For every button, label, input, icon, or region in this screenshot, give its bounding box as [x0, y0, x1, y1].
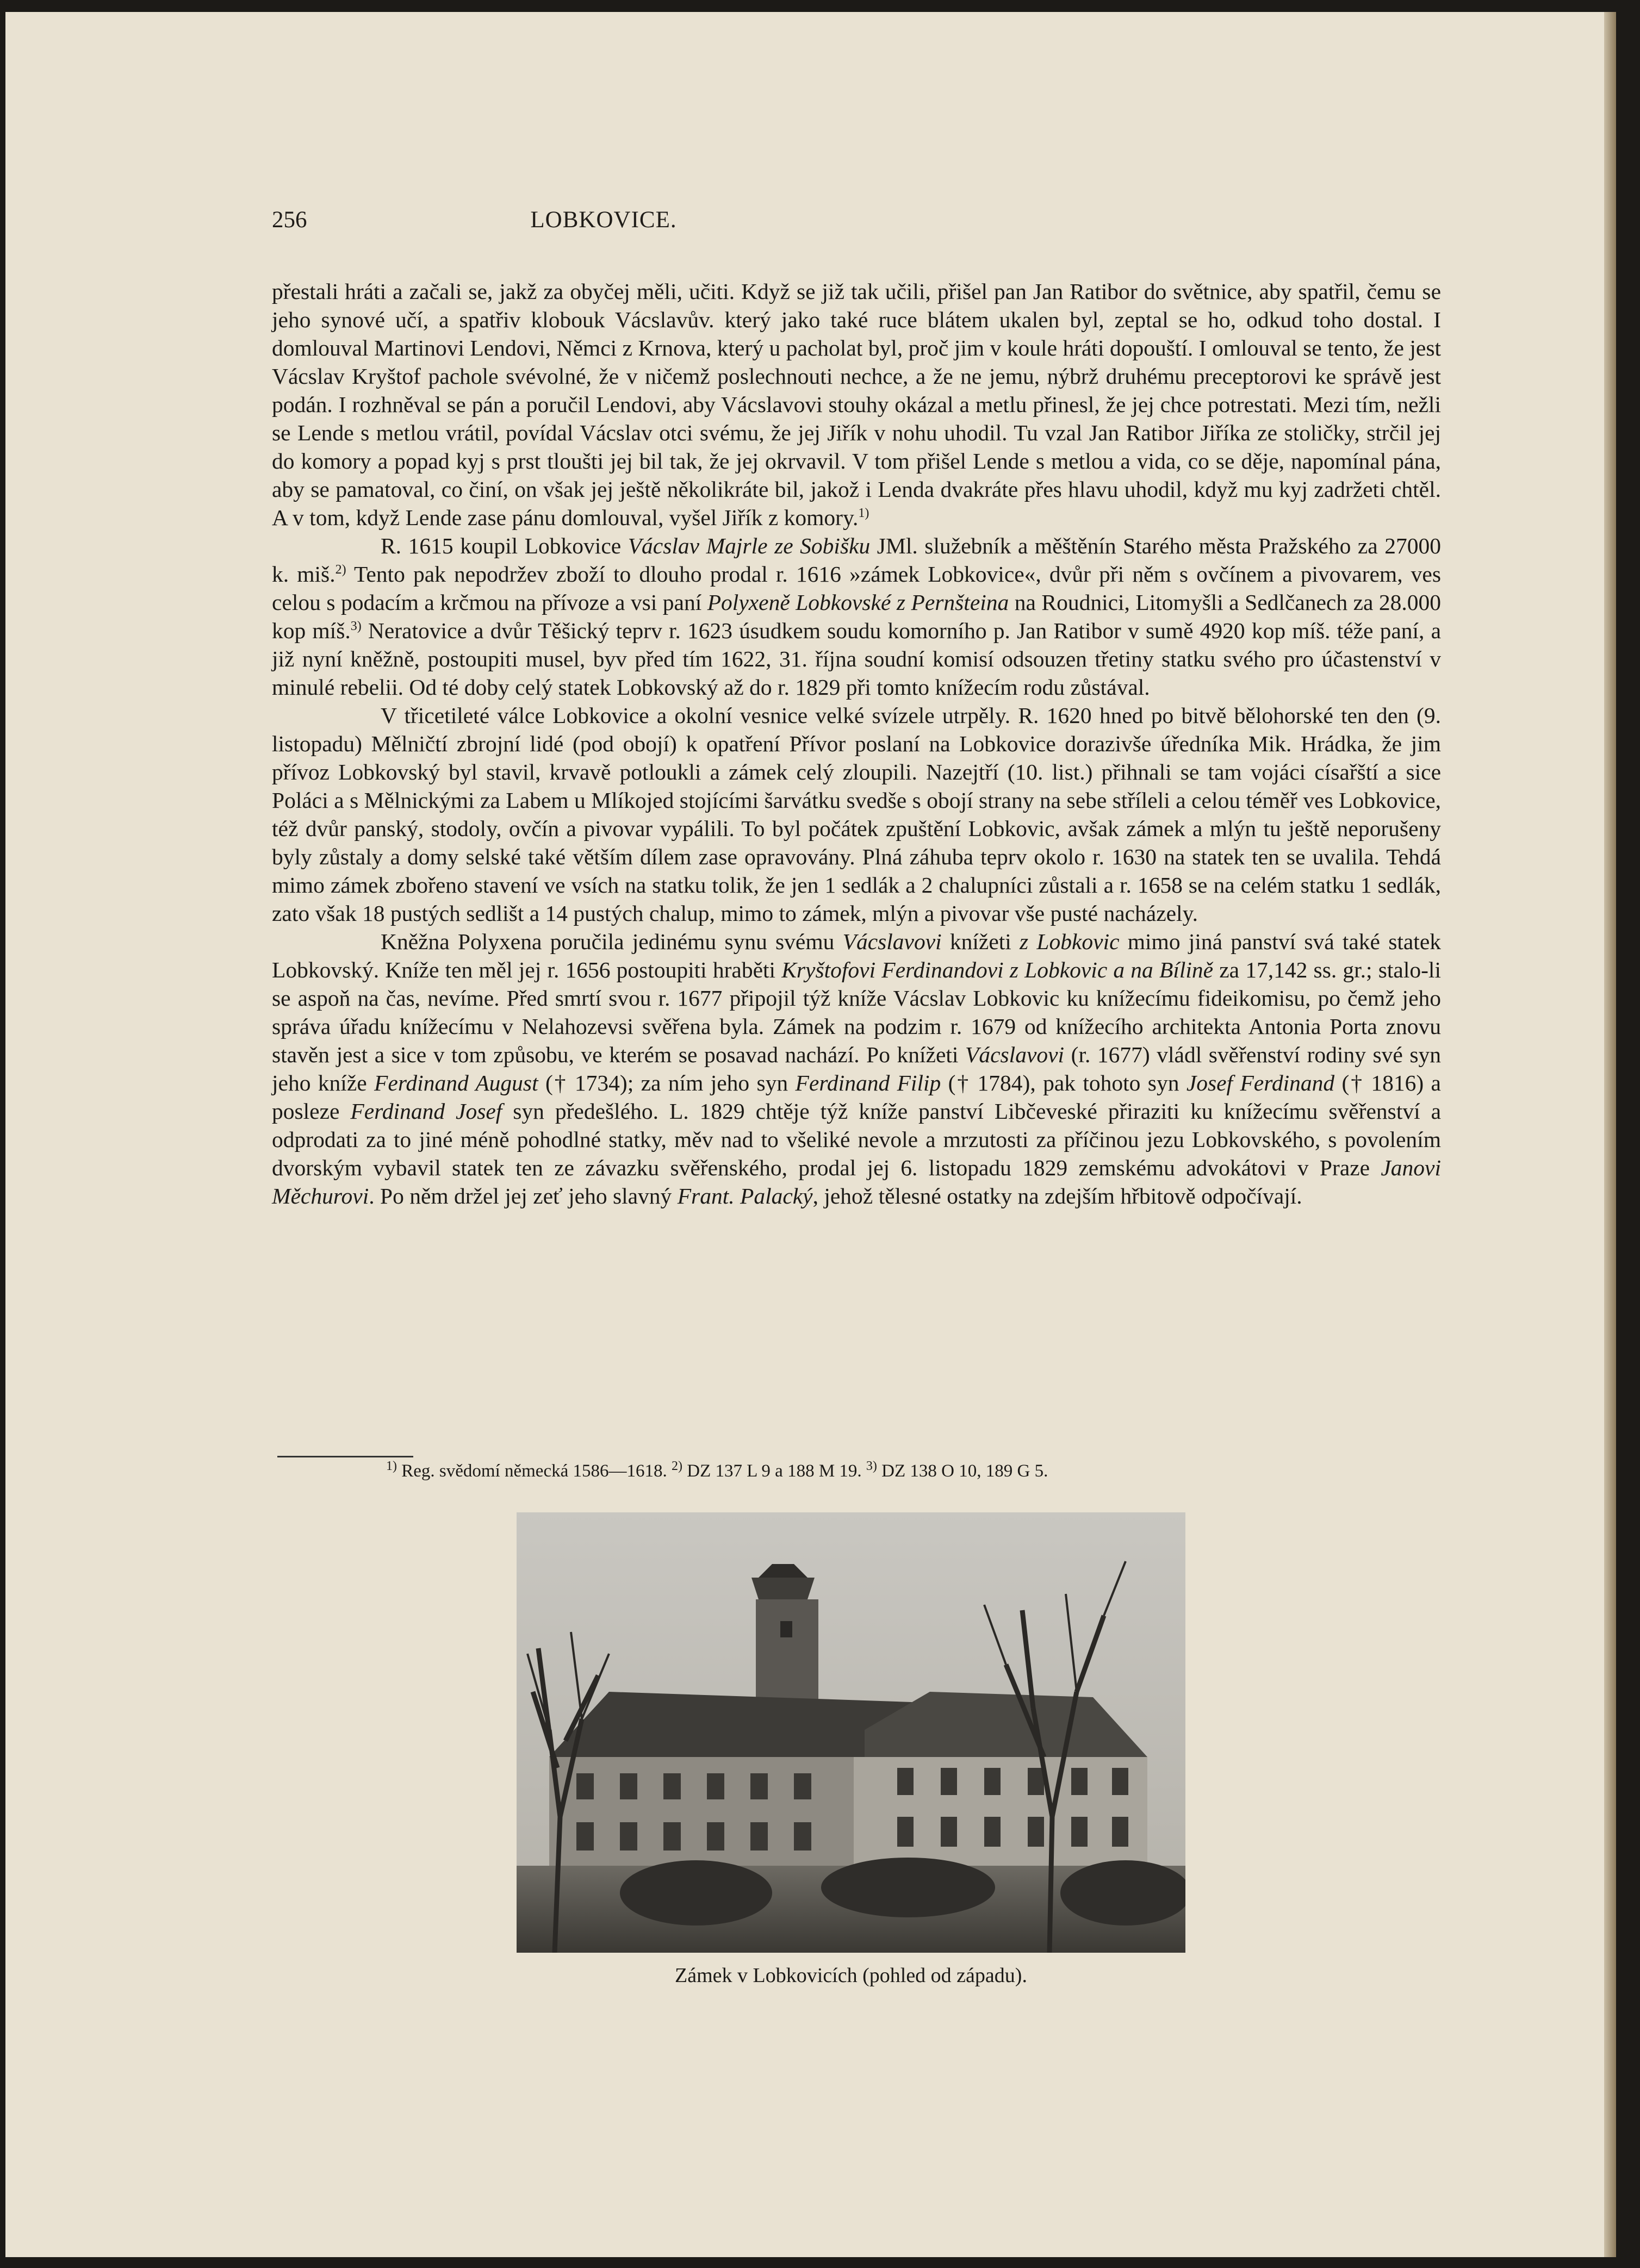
running-header: [272, 207, 935, 237]
footnotes: [386, 1459, 1441, 1483]
paragraph-2-text: Tento pak nepodržev zboží to dlouho prodal r. 1616 »zámek Lobkovice«, dvůr při něm s ovčínem a pivovarem, ves celou s podacím a krčmou na přívoze a vsi paní: [272, 562, 1442, 615]
footnote-1: Reg. svědomí německá 1586—1618.: [397, 1461, 672, 1481]
running-title: LOBKOVICE.: [530, 207, 677, 233]
paragraph-2-text: Neratovice a dvůr Těšický teprv r. 1623 úsudkem soudu komorního p. Jan Ratibor v sumě 4920 kop míš. téže paní, a již nyní kněžně, postoupiti musel, byv před tím 1622, 31. října soudní komisí odsouzen třetiny statku svého pro účastenství v minulé rebelii. Od té doby celý statek Lobkovský až do r. 1829 při tomto knížecím rodu zůstával.: [272, 618, 1441, 700]
person-name: Janovi Měchurovi: [272, 1155, 1441, 1208]
paragraph-2-text: na Roudnici, Litomyšli a Sedlčanech za 28.000 kop míš.: [272, 590, 1441, 643]
tower-window: [780, 1621, 792, 1637]
footnote-ref: 3): [350, 619, 362, 634]
castle-photograph: [517, 1512, 1185, 1953]
main-text: [272, 277, 1441, 1210]
person-name: Vácslavovi: [842, 929, 942, 954]
page-number: 256: [272, 207, 307, 233]
footnote-3: DZ 138 O 10, 189 G 5.: [877, 1461, 1048, 1481]
page-edge-shadow: [1604, 12, 1616, 2257]
paragraph-4-text: . Po něm držel jej zeť jeho slavný: [369, 1183, 678, 1208]
person-name: Frant. Palacký: [677, 1183, 813, 1208]
paragraph-2-text: R. 1615 koupil Lobkovice: [381, 533, 628, 558]
person-name: Ferdinand Josef: [350, 1099, 502, 1124]
person-name: Ferdinand August: [374, 1070, 538, 1095]
footnote-ref: 1): [858, 506, 869, 521]
paragraph-1: [272, 277, 1441, 532]
paragraph-4-text: knížeti: [941, 929, 1020, 954]
person-name: Vácslavovi: [965, 1042, 1065, 1067]
paragraph-1-text: přestali hráti a začali se, jakž za obyčej měli, učiti. Když se již tak učili, přišel pan Jan Ratibor do světnice, aby spatřil, čemu se jeho synové učí, a spatřiv klobouk Vácslavův. který jako také ruce blátem ukalen byl, zeptal se ho, odkud toho dostal. I domlouval Martinovi Lendovi, Němci z Krnova, který u pacholat byl, proč jim v koule hráti dopouští. I omlouval se tento, že jest Vácslav Kryštof pachole svévolné, že v ničemž poslechnouti nechce, a že ne jemu, nýbrž druhému preceptorovi ke správě jest podán. I rozhněval se pán a poručil Lendovi, aby Vácslavovi stouhy okázal a metlu přinesl, že jej chce potrestati. Mezi tím, nežli se Lende s metlou vrátil, povídal Vácslav otci svému, že jej Jiřík v nohu uhodil. Tu vzal Jan Ratibor Jiříka ze stoličky, strčil jej do komory a popad kyj s prst tloušti jej bil tak, že jej okrvavil. V tom přišel Lende s metlou a vida, co se děje, napomínal pána, aby se pamatoval, co činí, on však jej ještě několikráte bil, jakož i Lenda dvakráte přes hlavu uhodil, když mu kyj zadržeti chtěl. A v tom, když Lende zase pánu domlouval, vyšel Jiřík z komory.: [272, 279, 1441, 530]
person-name: Josef Ferdinand: [1186, 1070, 1335, 1095]
footnote-2: DZ 137 L 9 a 188 M 19.: [682, 1461, 866, 1481]
paragraph-4-text: († 1784), pak tohoto syn: [941, 1070, 1186, 1095]
person-name: Kryštofovi Ferdinandovi z Lobkovic a na Bílině: [781, 957, 1214, 982]
paragraph-2: [272, 532, 1441, 701]
footnote-ref: 2): [335, 563, 346, 577]
paragraph-4: [272, 927, 1441, 1210]
person-name: z Lobkovic: [1020, 929, 1120, 954]
paragraph-4-text: za 17,142 ss. gr.; stalo-li se aspoň na čas, nevíme. Před smrtí svou r. 1677 připojil týž kníže Vácslav Lobkovic ku knížecímu fideikomisu, po čemž jeho správa úřadu knížecímu v Nelahozevsi svěřena byla. Zámek na podzim r. 1679 od knížecího architekta Antonia Porta znovu stavěn jest a sice v tom způsobu, ve kterém se posavad nachází. Po knížeti: [272, 957, 1441, 1067]
paragraph-4-text: syn předešlého. L. 1829 chtěje týž kníže panství Libčeveské přiraziti ku knížecímu svěřenství a odprodati za to jiné méně pohodlné statky, měv nad to všeliké nevole a mrzutosti za příčinou jezu Lobkovského, s povolením dvorským vybavil statek ten ze závazku svěřenského, prodal jej 6. listopadu 1829 zemskému advokátovi v Praze: [272, 1099, 1442, 1180]
person-name: Polyxeně Lobkovské z Pernšteina: [707, 590, 1009, 615]
footnote-number: 1): [386, 1459, 397, 1473]
tower-roof: [751, 1578, 815, 1599]
footnote-number: 2): [672, 1459, 682, 1473]
paragraph-3: V třicetileté válce Lobkovice a okolní vesnice velké svízele utrpěly. R. 1620 hned po bitvě bělohorské ten den (9. listopadu) Mělničtí zbrojní lidé (pod obojí) k opatření Přívor poslaní na Lobkovice dorazivše úředníka Mik. Hrádka, že jim přívoz Lobkovský byl stavil, krvavě potloukli a zámek celý zloupili. Nazejtří (10. list.) přihnali se tam vojáci císařští a sice Poláci a s Mělnickými za Labem u Mlíkojed stojícími šarvátku svedše s obojí strany na sebe stříleli a celou téměř ves Lobkovice, též dvůr panský, stodoly, ovčín a pivovar vypálili. To byl počátek zpuštění Lobkovic, avšak zámek a mlýn tu ještě neporušeny byly zůstaly a domy selské také větším dílem zase opravovány. Plná záhuba teprv okolo r. 1630 na statek ten se uvalila. Tehdá mimo zámek zbořeno stavení ve vsích na statku tolik, že jen 1 sedlák a 2 chalupníci zůstali a r. 1658 se na celém statku 1 sedlák, zato však 18 pustých sedlišt a 14 pustých chalup, mimo to zámek, mlýn a pivovar vše pusté nacházely.: [272, 703, 1441, 926]
paragraph-4-text: (r. 1677) vládl svěřenství rodiny své syn jeho kníže: [272, 1042, 1441, 1095]
person-name: Vácslav Majrle ze Sobišku: [628, 533, 871, 558]
paragraph-4-text: († 1816) a posleze: [272, 1070, 1441, 1124]
paragraph-4-text: mimo jiná panství svá také statek Lobkovský. Kníže ten měl jej r. 1656 postoupiti hraběti: [272, 929, 1441, 982]
footnote-number: 3): [866, 1459, 877, 1473]
paragraph-4-text: Kněžna Polyxena poručila jedinému synu svému: [381, 929, 843, 954]
paragraph-2-text: JMl. služebník a měštěnín Starého města Pražského za 27000 k. miš.: [272, 533, 1441, 587]
paragraph-4-text: († 1734); za ním jeho syn: [538, 1070, 796, 1095]
paragraph-4-text: , jehož tělesné ostatky na zdejším hřbitově odpočívají.: [812, 1183, 1302, 1208]
footnote-rule: [277, 1456, 413, 1457]
person-name: Ferdinand Filip: [795, 1070, 941, 1095]
photo-caption: Zámek v Lobkovicích (pohled od západu).: [675, 1964, 1027, 1987]
book-page: [5, 12, 1616, 2257]
bushes: [620, 1858, 1185, 1926]
